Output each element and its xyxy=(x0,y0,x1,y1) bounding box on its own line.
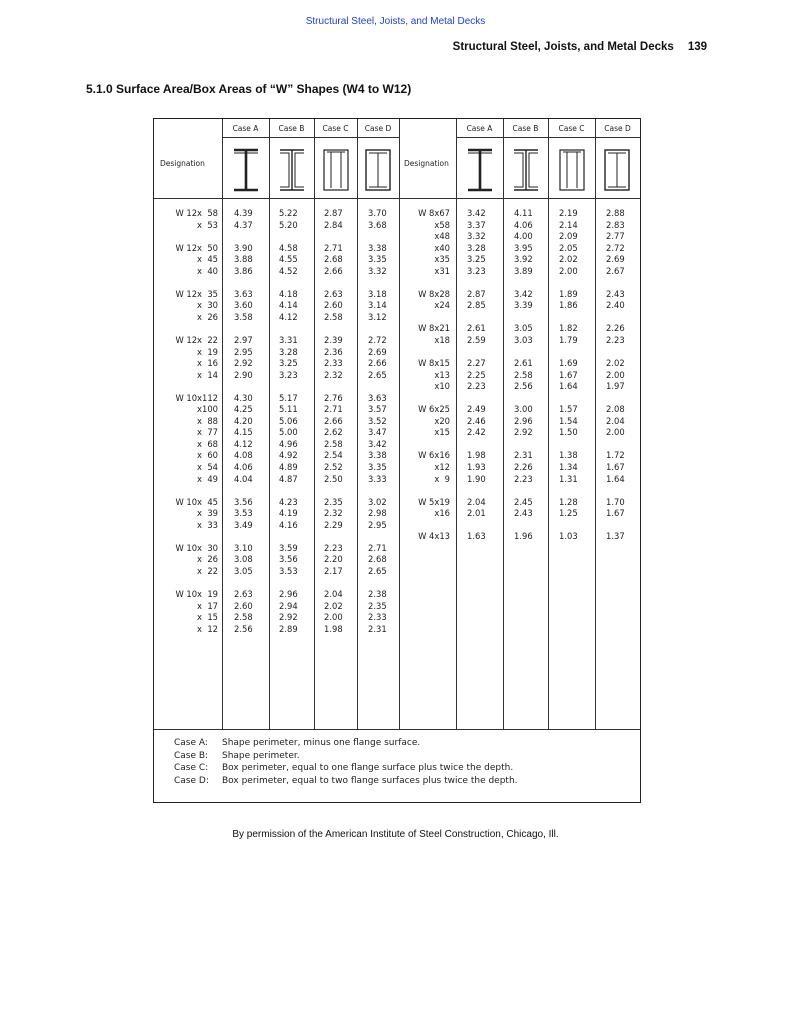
case-a-header-left: Case A xyxy=(232,124,259,133)
permission-credit: By permission of the American Institute of Steel Construction, Chicago, Ill. xyxy=(232,829,559,840)
left-case-b-column: 5.22 5.20 4.58 4.55 4.52 4.18 4.14 4.12 3.31 3.28 3.25 3.23 5.17 5.11 5.06 5.00 4.96 4.92 4.89 4.87 4.23 4.19 4.16 3.59 3.56 3.53 2.96 2.94 2.92 2.89 xyxy=(279,208,298,634)
case-d-header-right: Case D xyxy=(604,124,631,133)
designation-header-right: Designation xyxy=(404,159,449,168)
running-head xyxy=(453,41,707,53)
case-legend xyxy=(174,737,518,787)
section-title: 5.1.0 Surface Area/Box Areas of “W” Shapes (W4 to W12) xyxy=(86,82,412,96)
case-a-shape-icon-right xyxy=(466,147,494,193)
case-a-shape-icon-left xyxy=(232,147,260,193)
case-b-shape-icon-right xyxy=(512,147,540,193)
case-d-shape-icon-right xyxy=(602,147,632,193)
legend-row-case-c: Case C: Box perimeter, equal to one flange surface plus twice the depth. xyxy=(174,763,514,773)
legend-row-case-b: Case B: Shape perimeter. xyxy=(174,750,300,761)
left-designation-column: W 12x 58 x 53 W 12x 50 x 45 x 40 W 12x 35 x 30 x 26 W 12x 22 x 19 x 16 x 14 W 10x112 x100 x 88 x 77 x 68 x 60 x 54 x 49 W 10x 45 x 39 x 33 W 10x 30 x 26 x 22 W 10x 19 x 17 x 15 x 12 xyxy=(175,208,218,634)
case-b-header-left: Case B xyxy=(278,124,305,133)
right-designation-column: W 8x67 x58 x48 x40 x35 x31 W 8x28 x24 W 8x21 x18 W 8x15 x13 x10 W 6x25 x20 x15 W 6x16 x12 x 9 W 5x19 x16 W 4x13 xyxy=(418,208,450,542)
left-case-c-column: 2.87 2.84 2.71 2.68 2.66 2.63 2.60 2.58 2.39 2.36 2.33 2.32 2.76 2.71 2.66 2.62 2.58 2.54 2.52 2.50 2.35 2.32 2.29 2.23 2.20 2.17 2.04 2.02 2.00 1.98 xyxy=(324,208,343,634)
case-b-shape-icon-left xyxy=(278,147,306,193)
running-title: Structural Steel, Joists, and Metal Decks xyxy=(452,41,674,53)
right-case-a-column: 3.42 3.37 3.32 3.28 3.25 3.23 2.87 2.85 2.61 2.59 2.27 2.25 2.23 2.49 2.46 2.42 1.98 1.93 1.90 2.04 2.01 1.63 xyxy=(467,208,486,542)
left-case-a-column: 4.39 4.37 3.90 3.88 3.86 3.63 3.60 3.58 2.97 2.95 2.92 2.90 4.30 4.25 4.20 4.15 4.12 4.08 4.06 4.04 3.56 3.53 3.49 3.10 3.08 3.05 2.63 2.60 2.58 2.56 xyxy=(234,208,253,634)
right-case-d-column: 2.88 2.83 2.77 2.72 2.69 2.67 2.43 2.40 2.26 2.23 2.02 2.00 1.97 2.08 2.04 2.00 1.72 1.67 1.64 1.70 1.67 1.37 xyxy=(606,208,625,542)
case-c-shape-icon-right xyxy=(557,147,587,193)
legend-row-case-d: Case D: Box perimeter, equal to two flange surfaces plus twice the depth. xyxy=(174,775,518,786)
page-number: 139 xyxy=(687,41,707,53)
case-a-header-right: Case A xyxy=(466,124,493,133)
right-case-b-column: 4.11 4.06 4.00 3.95 3.92 3.89 3.42 3.39 3.05 3.03 2.61 2.58 2.56 3.00 2.96 2.92 2.31 2.26 2.23 2.45 2.43 1.96 xyxy=(514,208,533,542)
case-c-header-right: Case C xyxy=(558,124,585,133)
top-header-link[interactable]: Structural Steel, Joists, and Metal Decks xyxy=(305,16,486,27)
left-case-d-column: 3.70 3.68 3.38 3.35 3.32 3.18 3.14 3.12 2.72 2.69 2.66 2.65 3.63 3.57 3.52 3.47 3.42 3.38 3.35 3.33 3.02 2.98 2.95 2.71 2.68 2.65 2.38 2.35 2.33 2.31 xyxy=(368,208,387,634)
case-c-header-left: Case C xyxy=(322,124,349,133)
case-d-header-left: Case D xyxy=(364,124,392,133)
right-case-c-column: 2.19 2.14 2.09 2.05 2.02 2.00 1.89 1.86 1.82 1.79 1.69 1.67 1.64 1.57 1.54 1.50 1.38 1.34 1.31 1.28 1.25 1.03 xyxy=(559,208,578,542)
case-b-header-right: Case B xyxy=(512,124,539,133)
surface-area-table xyxy=(153,118,641,803)
case-d-shape-icon-left xyxy=(363,147,393,193)
legend-row-case-a: Case A: Shape perimeter, minus one flange surface. xyxy=(174,738,421,748)
designation-header-left: Designation xyxy=(160,159,205,168)
case-c-shape-icon-left xyxy=(321,147,351,193)
